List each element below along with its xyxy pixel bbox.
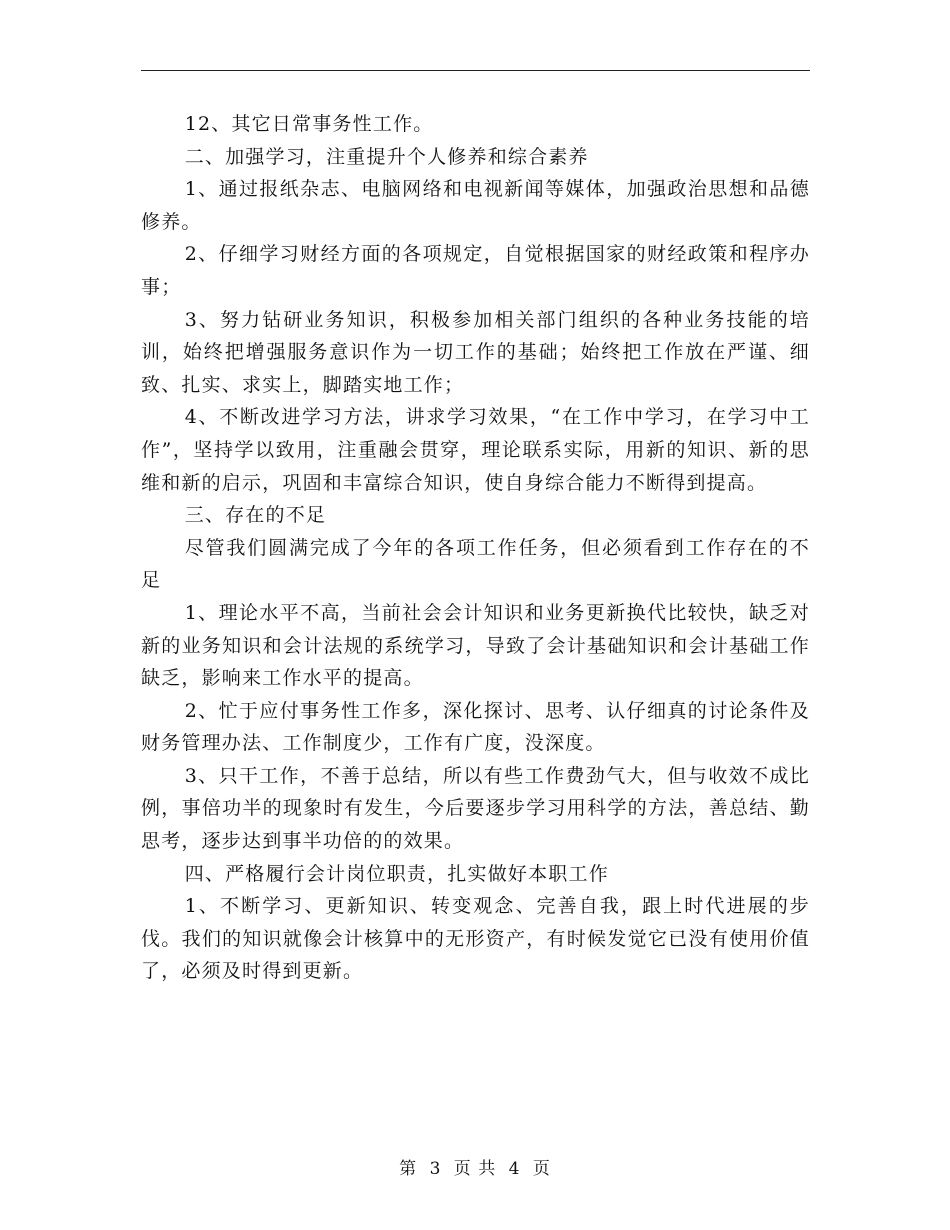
footer-middle: 页 共 xyxy=(453,1159,497,1179)
paragraph: 1、理论水平不高，当前社会会计知识和业务更新换代比较快，缺乏对新的业务知识和会计法规的系统学习，导致了会计基础知识和会计基础工作缺乏，影响来工作水平的提高。 xyxy=(141,601,810,690)
paragraph: 4、不断改进学习方法，讲求学习效果，“在工作中学习，在学习中工作”，坚持学以致用，注重融会贯穿，理论联系实际，用新的知识、新的思维和新的启示，巩固和丰富综合知识，使自身综合能力不断得到提高。 xyxy=(141,406,810,494)
paragraph: 1、通过报纸杂志、电脑网络和电视新闻等媒体，加强政治思想和品德修养。 xyxy=(141,178,810,233)
paragraph: 尽管我们圆满完成了今年的各项工作任务，但必须看到工作存在的不足 xyxy=(141,536,810,592)
header-rule xyxy=(141,70,810,71)
current-page-number: 3 xyxy=(429,1159,442,1179)
total-pages-number: 4 xyxy=(508,1159,521,1179)
section-heading: 二、加强学习，注重提升个人修养和综合素养 xyxy=(184,145,589,168)
paragraph: 2、忙于应付事务性工作多，深化探讨、思考、认仔细真的讨论条件及财务管理办法、工作制度少，工作有广度，没深度。 xyxy=(141,699,810,755)
section-heading: 三、存在的不足 xyxy=(184,504,327,527)
paragraph: 2、仔细学习财经方面的各项规定，自觉根据国家的财经政策和程序办事； xyxy=(141,243,810,298)
section-heading: 四、严格履行会计岗位职责，扎实做好本职工作 xyxy=(184,862,609,885)
footer-suffix: 页 xyxy=(532,1159,551,1179)
paragraph: 3、只干工作，不善于总结，所以有些工作费劲气大，但与收效不成比例，事倍功半的现象时有发生，今后要逐步学习用科学的方法，善总结、勤思考，逐步达到事半功倍的的效果。 xyxy=(141,764,810,853)
page-footer xyxy=(0,1154,950,1179)
paragraph: 3、努力钻研业务知识，积极参加相关部门组织的各种业务技能的培训，始终把增强服务意识作为一切工作的基础；始终把工作放在严谨、细致、扎实、求实上，脚踏实地工作； xyxy=(141,308,810,396)
footer-prefix: 第 xyxy=(399,1159,418,1179)
document-body xyxy=(141,108,810,988)
paragraph: 12、其它日常事务性工作。 xyxy=(184,113,434,135)
paragraph: 1、不断学习、更新知识、转变观念、完善自我，跟上时代进展的步伐。我们的知识就像会计核算中的无形资产，有时候发觉它已没有使用价值了，必须及时得到更新。 xyxy=(141,895,810,983)
